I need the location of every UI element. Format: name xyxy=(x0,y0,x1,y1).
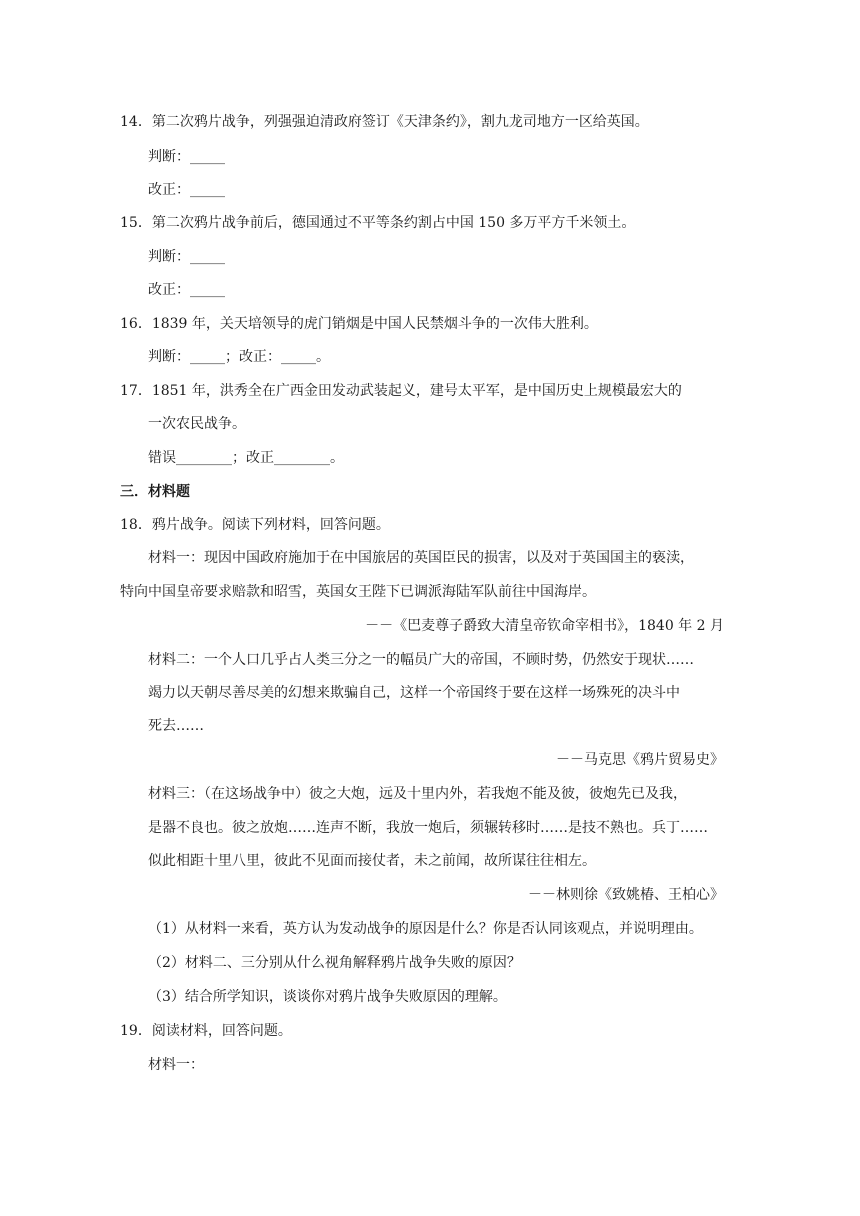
material-3-source: －－林则徐《致姚椿、王柏心》 xyxy=(528,887,724,903)
material-1-source: －－《巴麦尊子爵致大清皇帝钦命宰相书》，1840 年 2 月 xyxy=(365,618,724,634)
question-16-stem: 16．1839 年，关天培领导的虎门销烟是中国人民禁烟斗争的一次伟大胜利。 xyxy=(120,316,598,332)
material-2-line3: 死去…… xyxy=(148,718,204,734)
question-14-stem: 14．第二次鸦片战争，列强强迫清政府签订《天津条约》，割九龙司地方一区给英国。 xyxy=(120,114,649,130)
question-16-answer-blanks: 判断：_____；改正：_____。 xyxy=(148,349,330,365)
question-17-answer-blanks: 错误________；改正________。 xyxy=(148,450,344,466)
question-14-correct-blank: 改正：_____ xyxy=(148,182,225,198)
question-15-correct-blank: 改正：_____ xyxy=(148,282,225,298)
question-15-stem: 15．第二次鸦片战争前后，德国通过不平等条约割占中国 150 多万平方千米领土。 xyxy=(120,215,636,231)
material-3-line3: 似此相距十里八里，彼此不见面而接仗者，未之前闻，故所谋往往相左。 xyxy=(148,853,596,869)
material-2-source: －－马克思《鸦片贸易史》 xyxy=(556,752,724,768)
material-1-line1: 材料一：现因中国政府施加于在中国旅居的英国臣民的损害，以及对于英国国主的亵渎， xyxy=(148,550,694,566)
question-19-material-1-label: 材料一： xyxy=(148,1057,204,1073)
question-18-subquestion-3: （3）结合所学知识，谈谈你对鸦片战争失败原因的理解。 xyxy=(148,989,507,1005)
section-heading-material: 三．材料题 xyxy=(120,484,190,500)
question-17-stem-line1: 17．1851 年，洪秀全在广西金田发动武装起义，建号太平军，是中国历史上规模最宏大的 xyxy=(120,383,682,399)
material-3-line1: 材料三：（在这场战争中）彼之大炮，远及十里内外，若我炮不能及彼，彼炮先已及我， xyxy=(148,786,687,802)
question-18-subquestion-2: （2）材料二、三分别从什么视角解释鸦片战争失败的原因？ xyxy=(148,955,521,971)
material-1-line2: 特向中国皇帝要求赔款和昭雪，英国女王陛下已调派海陆军队前往中国海岸。 xyxy=(120,584,596,600)
question-19-stem: 19．阅读材料，回答问题。 xyxy=(120,1023,292,1039)
material-2-line1: 材料二：一个人口几乎占人类三分之一的幅员广大的帝国，不顾时势，仍然安于现状…… xyxy=(148,652,694,668)
question-18-subquestion-1: （1）从材料一来看，英方认为发动战争的原因是什么？你是否认同该观点，并说明理由。 xyxy=(148,921,703,937)
material-2-line2: 竭力以天朝尽善尽美的幻想来欺骗自己，这样一个帝国终于要在这样一场殊死的决斗中 xyxy=(148,685,680,701)
material-3-line2: 是器不良也。彼之放炮……连声不断，我放一炮后，须辗转移时……是技不熟也。兵丁…… xyxy=(148,820,708,836)
question-18-stem: 18．鸦片战争。阅读下列材料，回答问题。 xyxy=(120,517,390,533)
question-15-judge-blank: 判断：_____ xyxy=(148,249,225,265)
question-14-judge-blank: 判断：_____ xyxy=(148,149,225,165)
question-17-stem-line2: 一次农民战争。 xyxy=(148,416,246,432)
